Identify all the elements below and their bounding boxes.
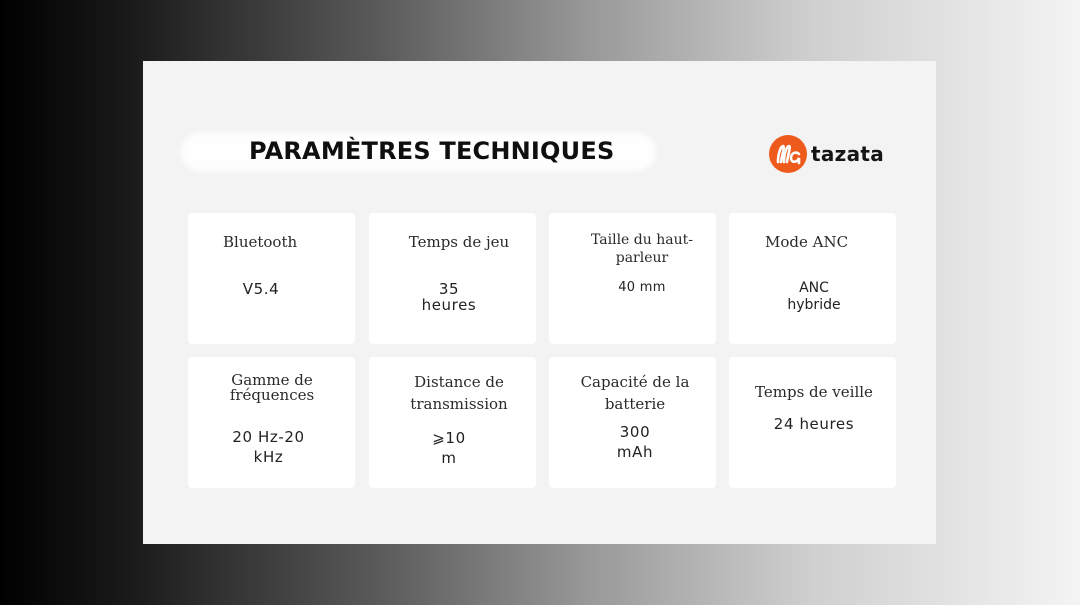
spec-label: transmission (410, 395, 508, 413)
spec-label: Bluetooth (223, 233, 298, 251)
spec-value: 24 heures (773, 415, 855, 433)
spec-card-battery-capacity (549, 357, 716, 488)
spec-label: Mode ANC (765, 233, 849, 251)
page-title: PARAMÈTRES TECHNIQUES (249, 137, 615, 165)
spec-label: Temps de veille (755, 383, 873, 401)
spec-label: batterie (604, 395, 666, 413)
spec-value: 300 (619, 423, 651, 441)
spec-card-driver-size (549, 213, 716, 344)
title-area (181, 131, 661, 175)
spec-value: 40 mm (618, 280, 666, 295)
spec-value: 20 Hz-20 (232, 428, 305, 446)
spec-label: Taille du haut- (591, 232, 693, 248)
spec-value: kHz (253, 448, 284, 466)
spec-label: Distance de (414, 373, 504, 391)
spec-label: parleur (615, 250, 669, 266)
spec-value: heures (421, 296, 477, 314)
spec-card-bluetooth (188, 213, 355, 344)
spec-card-transmission-distance (369, 357, 536, 488)
spec-value: ANC (799, 280, 829, 296)
spec-card-standby-time (729, 357, 896, 488)
spec-value: V5.4 (242, 280, 280, 298)
spec-value: mAh (616, 443, 654, 461)
brand-logo (769, 134, 895, 174)
spec-label: Temps de jeu (408, 233, 510, 251)
spec-label: Capacité de la (580, 373, 690, 391)
spec-label: Gamme de (231, 371, 313, 389)
spec-value: hybride (787, 297, 841, 313)
spec-value: 35 (438, 280, 460, 298)
spec-panel (143, 61, 936, 544)
spec-card-frequency-range (188, 357, 355, 488)
spec-value: m (441, 449, 457, 467)
spec-card-anc-mode (729, 213, 896, 344)
spec-label: fréquences (229, 386, 315, 404)
brand-mark-icon (769, 135, 807, 173)
brand-name: tazata (811, 142, 885, 166)
spec-value: ⩾10 (432, 429, 466, 447)
spec-card-play-time (369, 213, 536, 344)
